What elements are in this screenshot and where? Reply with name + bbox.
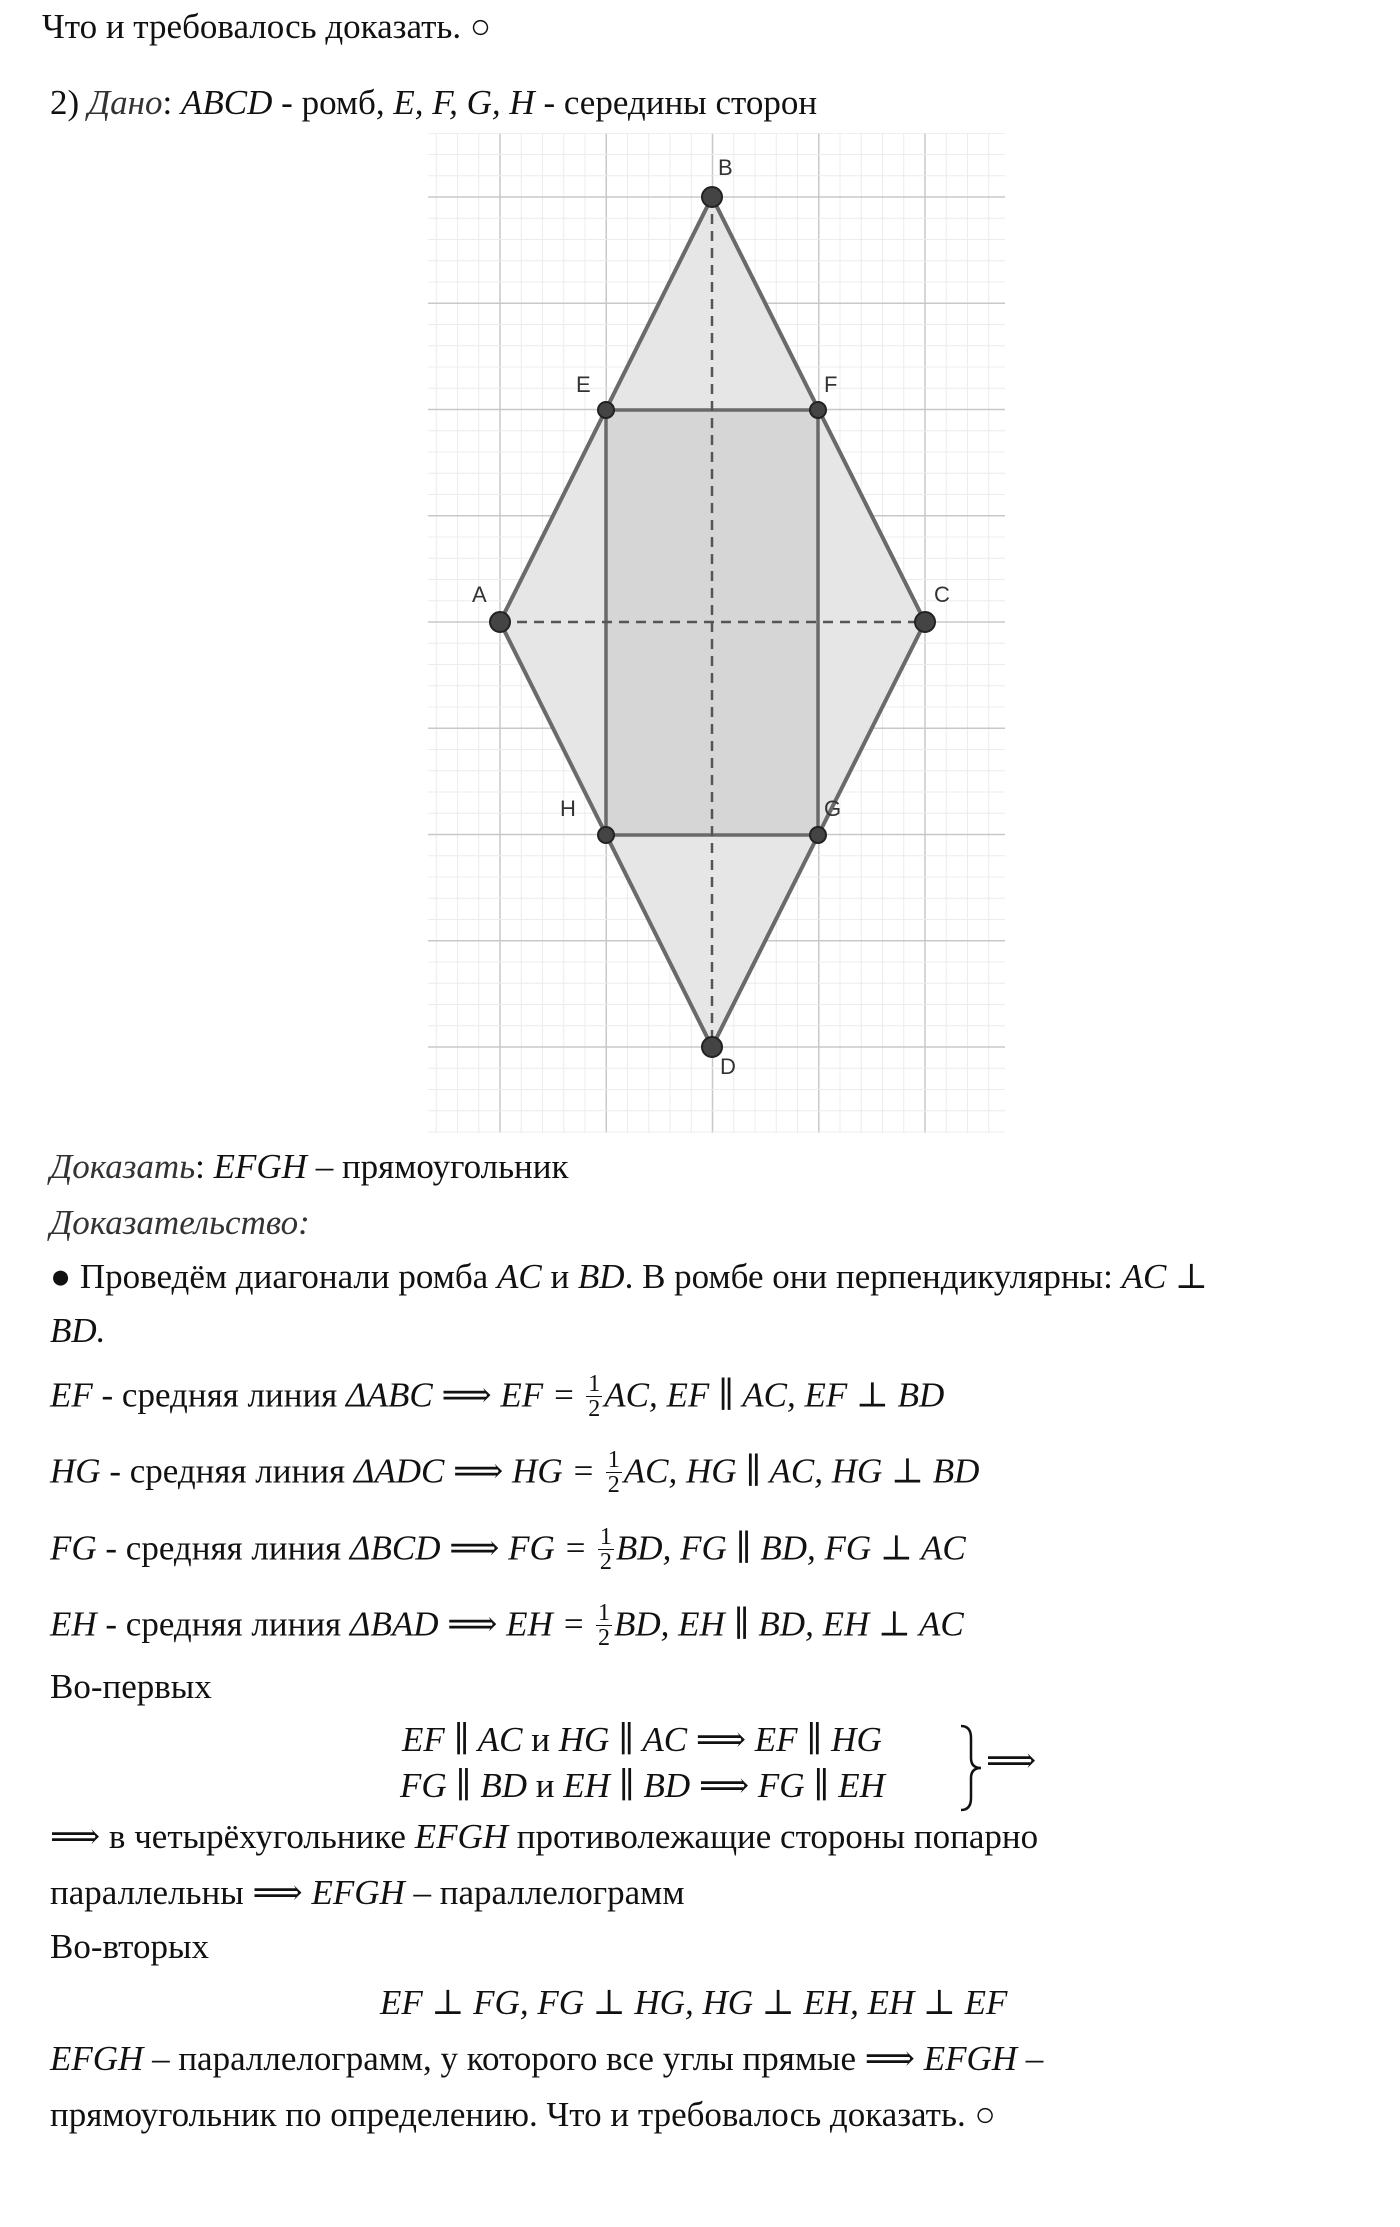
midline-relations: BD, EH ∥ BD, EH ⊥ AC xyxy=(613,1604,964,1644)
midline-segment: EF xyxy=(50,1375,93,1415)
midline-triangle: ΔADC xyxy=(353,1451,445,1491)
given-points: E, F, G, H xyxy=(393,83,535,122)
midline-relations: AC, EF ∥ AC, EF ⊥ BD xyxy=(604,1375,945,1415)
fraction-denominator: 2 xyxy=(597,1625,610,1651)
point-g xyxy=(810,827,826,843)
conclusion-line-1 xyxy=(50,2038,1043,2080)
fraction-half xyxy=(606,1448,622,1497)
first-label: Во-первых xyxy=(50,1667,212,1706)
label-c: C xyxy=(934,582,950,607)
label-g: G xyxy=(824,796,842,821)
bullet-bd: BD xyxy=(577,1257,625,1296)
midline-implication: ⟹ FG = xyxy=(440,1528,596,1568)
midline-text: - средняя линия xyxy=(100,1451,354,1491)
midline-segment: HG xyxy=(50,1451,101,1491)
point-a xyxy=(490,612,510,632)
system-row-2 xyxy=(400,1766,885,1806)
system-row1-left: EF ∥ AC xyxy=(402,1720,523,1759)
proof-label: Доказательство: xyxy=(50,1203,310,1242)
para2-figure: EFGH xyxy=(311,1873,405,1912)
bullet-line-2: BD. xyxy=(50,1311,106,1350)
midline-text: - средняя линия xyxy=(96,1604,350,1644)
label-f: F xyxy=(824,372,838,397)
point-d xyxy=(702,1037,722,1057)
fraction-numerator: 1 xyxy=(607,1447,620,1473)
paragraph-line-1 xyxy=(50,1816,1038,1858)
point-e xyxy=(598,402,614,418)
conclusion-figure-2: EFGH xyxy=(923,2039,1018,2078)
midline-text: - средняя линия xyxy=(96,1528,350,1568)
bullet-and: и xyxy=(541,1257,578,1296)
midline-implication: ⟹ HG = xyxy=(444,1451,604,1491)
label-h: H xyxy=(560,796,576,821)
midline-text: - средняя линия xyxy=(92,1375,347,1415)
system-row-1 xyxy=(402,1720,882,1760)
fraction-denominator: 2 xyxy=(599,1549,612,1575)
midline-row xyxy=(50,1447,980,1499)
fraction-numerator: 1 xyxy=(599,1524,612,1550)
paragraph-line-2 xyxy=(50,1872,684,1914)
conclusion-figure-1: EFGH xyxy=(50,2039,144,2078)
problem-number: 2) xyxy=(50,83,80,122)
midline-row xyxy=(50,1600,964,1652)
prove-figure: EFGH xyxy=(213,1147,307,1186)
fraction-denominator: 2 xyxy=(588,1396,601,1422)
para2-text2: – параллелограмм xyxy=(404,1873,685,1912)
perpendicular-relations: EF ⊥ FG, FG ⊥ HG, HG ⊥ EH, EH ⊥ EF xyxy=(380,1983,1008,2022)
bullet-icon: ● xyxy=(50,1257,72,1296)
system-implication: ⟹ xyxy=(986,1741,1037,1780)
prove-label: Доказать xyxy=(50,1147,196,1186)
midline-row xyxy=(50,1371,945,1423)
fraction-half xyxy=(596,1601,612,1650)
system-row1-and: и xyxy=(522,1720,559,1759)
rhombus-figure xyxy=(428,133,1005,1133)
second-label: Во-вторых xyxy=(50,1927,210,1966)
point-f xyxy=(810,402,826,418)
point-h xyxy=(598,827,614,843)
para2-text1: параллельны ⟹ xyxy=(50,1873,312,1912)
midline-segment: EH xyxy=(50,1604,97,1644)
para1-text2: противолежащие стороны попарно xyxy=(508,1817,1039,1856)
point-c xyxy=(915,612,935,632)
midline-triangle: ΔABC xyxy=(346,1375,433,1415)
header-conclusion: Что и требовалось доказать. ○ xyxy=(42,7,492,46)
midline-relations: AC, HG ∥ AC, HG ⊥ BD xyxy=(623,1451,980,1491)
system-row2-right: EH ∥ BD ⟹ FG ∥ EH xyxy=(563,1766,885,1805)
given-text1: - ромб, xyxy=(272,83,394,122)
prove-line: Доказать: EFGH – прямоугольник xyxy=(50,1147,569,1186)
bullet-ac: AC xyxy=(496,1257,542,1296)
midline-segment: FG xyxy=(50,1528,97,1568)
midline-triangle: ΔBCD xyxy=(349,1528,441,1568)
midline-implication: ⟹ EH = xyxy=(438,1604,594,1644)
midline-implication: ⟹ EF = xyxy=(432,1375,585,1415)
label-a: A xyxy=(472,582,487,607)
conclusion-line-2: прямоугольник по определению. Что и требовалось доказать. ○ xyxy=(50,2095,996,2134)
system-row2-and: и xyxy=(526,1766,564,1805)
fraction-half xyxy=(598,1525,614,1574)
given-text2: - середины сторон xyxy=(534,83,818,122)
bullet-text1: Проведём диагонали ромба xyxy=(71,1257,497,1296)
given-line: 2) Дано: ABCD - ромб, E, F, G, H - середины сторон xyxy=(50,83,818,122)
bullet-rel: AC ⊥ xyxy=(1121,1257,1208,1296)
right-brace xyxy=(957,1724,985,1812)
given-figure: ABCD xyxy=(181,83,273,122)
label-e: E xyxy=(576,372,591,397)
bullet-text2: . В ромбе они перпендикулярны: xyxy=(624,1257,1122,1296)
para1-figure: EFGH xyxy=(414,1817,508,1856)
bullet-line-1 xyxy=(50,1256,1208,1298)
fraction-numerator: 1 xyxy=(597,1600,610,1626)
fraction-numerator: 1 xyxy=(588,1371,601,1397)
para1-text1: ⟹ в четырёхугольнике xyxy=(50,1817,415,1856)
system-row1-right: HG ∥ AC ⟹ EF ∥ HG xyxy=(558,1720,882,1759)
midline-triangle: ΔBAD xyxy=(349,1604,439,1644)
midline-relations: BD, FG ∥ BD, FG ⊥ AC xyxy=(615,1528,966,1568)
prove-text: – прямоугольник xyxy=(306,1147,569,1186)
point-b xyxy=(702,187,722,207)
conclusion-dash: – xyxy=(1017,2039,1044,2078)
conclusion-text: – параллелограмм, у которого все углы прямые ⟹ xyxy=(143,2039,924,2078)
system-row2-left: FG ∥ BD xyxy=(400,1766,527,1805)
midline-row xyxy=(50,1524,966,1576)
fraction-denominator: 2 xyxy=(607,1472,620,1498)
dano-label: Дано xyxy=(87,83,163,122)
label-d: D xyxy=(720,1054,736,1079)
label-b: B xyxy=(718,155,733,180)
fraction-half xyxy=(586,1372,602,1421)
